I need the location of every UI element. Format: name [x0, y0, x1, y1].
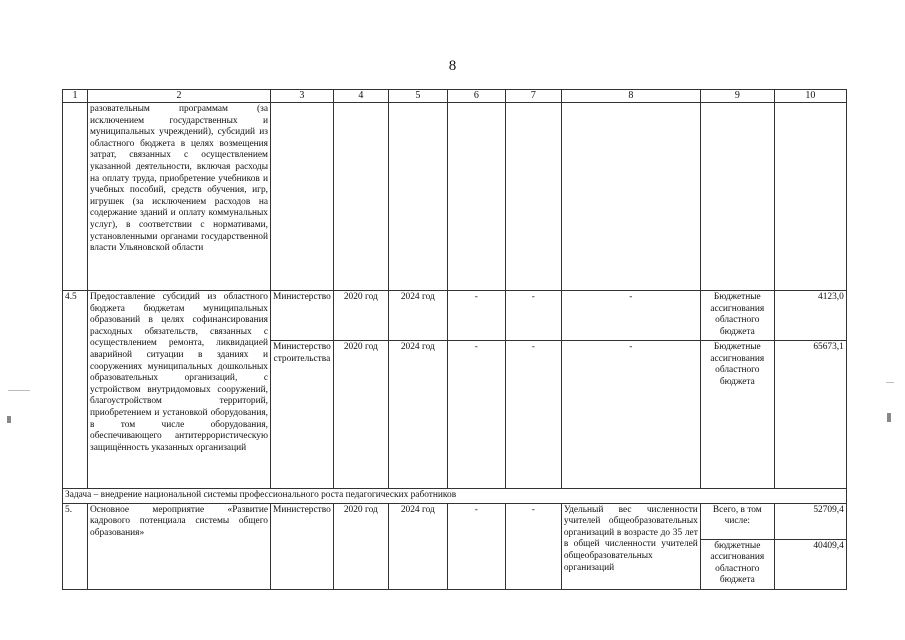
header-cell: 9 — [700, 90, 774, 103]
cell-start: 2020 год — [333, 341, 388, 489]
cell-source: бюджетные ассигнования областного бюджета — [700, 539, 774, 589]
header-cell: 7 — [505, 90, 561, 103]
cell-start: 2020 год — [333, 291, 388, 341]
cell-end: 2024 год — [388, 341, 447, 489]
cell-amount: 52709,4 — [774, 503, 846, 539]
cell-executor: Министерство строительства — [271, 341, 334, 489]
header-cell: 3 — [271, 90, 334, 103]
cell-indicator: - — [561, 291, 700, 341]
header-cell: 10 — [774, 90, 846, 103]
cell-end: 2024 год — [388, 291, 447, 341]
cell-num: 4.5 — [63, 291, 88, 489]
table-row-5 — [63, 503, 847, 539]
cell-description: Предоставление субсидий из областного бюджета бюджетам муниципальных образований в целях софинансирования расходных обязательств, связанных с осуществлением ремонта, ликвидацией аварийной ситуации в зданиях и сооружениях муниципальных дошкольных образовательных организаций, с устройством внутридомовых сооружений, благоустройством территорий, приобретением и установкой оборудования, в том числе оборудования, обеспечивающего антитеррористическую защищённость указанных организаций — [88, 291, 271, 489]
cell-c7: - — [505, 291, 561, 341]
task-row — [63, 489, 847, 504]
header-cell: 5 — [388, 90, 447, 103]
cell-executor: Министерство — [271, 291, 334, 341]
header-cell: 1 — [63, 90, 88, 103]
header-cell: 6 — [447, 90, 505, 103]
cell-description: разовательным программам (за исключением государственных и муниципальных учреждений), субсидий из областного бюджета в целях возмещения затрат, связанных с осуществлением указанной деятельности, включая расходы на оплату труда, приобретение учебников и учебных пособий, средств обучения, игр, игрушек (за исключением расходов на содержание зданий и оплату коммунальных услуг), в соответствии с нормативами, установленными органами государственной власти Ульяновской области — [88, 103, 271, 291]
cell-indicator: - — [561, 341, 700, 489]
cell-source: Всего, в том числе: — [700, 503, 774, 539]
cell-executor: Министерство — [271, 503, 334, 589]
cell-description: Основное мероприятие «Развитие кадрового потенциала системы общего образования» — [88, 503, 271, 589]
header-cell: 4 — [333, 90, 388, 103]
cell-source: Бюджетные ассигнования областного бюджета — [700, 291, 774, 341]
cell-num — [63, 103, 88, 291]
cell-end — [388, 103, 447, 291]
page-number: 8 — [448, 58, 457, 74]
cell-indicator: Удельный вес численности учителей общеобразовательных организаций в возрасте до 35 лет в общей численности учителей общеобразовательных организаций — [561, 503, 700, 589]
table-row-continuation — [63, 103, 847, 291]
cell-indicator — [561, 103, 700, 291]
cell-c6: - — [447, 341, 505, 489]
task-text: Задача – внедрение национальной системы профессионального роста педагогических работников — [63, 489, 847, 504]
table-row-4-5 — [63, 291, 847, 341]
scan-mark-left — [7, 416, 11, 423]
scan-mark-right — [887, 413, 891, 422]
cell-num: 5. — [63, 503, 88, 589]
cell-amount: 40409,4 — [774, 539, 846, 589]
cell-amount — [774, 103, 846, 291]
cell-c6: - — [447, 291, 505, 341]
header-cell: 2 — [88, 90, 271, 103]
cell-amount: 65673,1 — [774, 341, 846, 489]
cell-c7 — [505, 103, 561, 291]
header-cell: 8 — [561, 90, 700, 103]
cell-start: 2020 год — [333, 503, 388, 589]
cell-amount: 4123,0 — [774, 291, 846, 341]
scan-dash-left — [8, 390, 30, 391]
cell-executor — [271, 103, 334, 291]
program-table — [62, 89, 847, 590]
cell-source — [700, 103, 774, 291]
cell-source: Бюджетные ассигнования областного бюджета — [700, 341, 774, 489]
cell-c7: - — [505, 503, 561, 589]
cell-c6: - — [447, 503, 505, 589]
cell-c7: - — [505, 341, 561, 489]
scan-dash-right — [886, 382, 894, 383]
cell-end: 2024 год — [388, 503, 447, 589]
cell-c6 — [447, 103, 505, 291]
header-row — [63, 90, 847, 103]
cell-start — [333, 103, 388, 291]
